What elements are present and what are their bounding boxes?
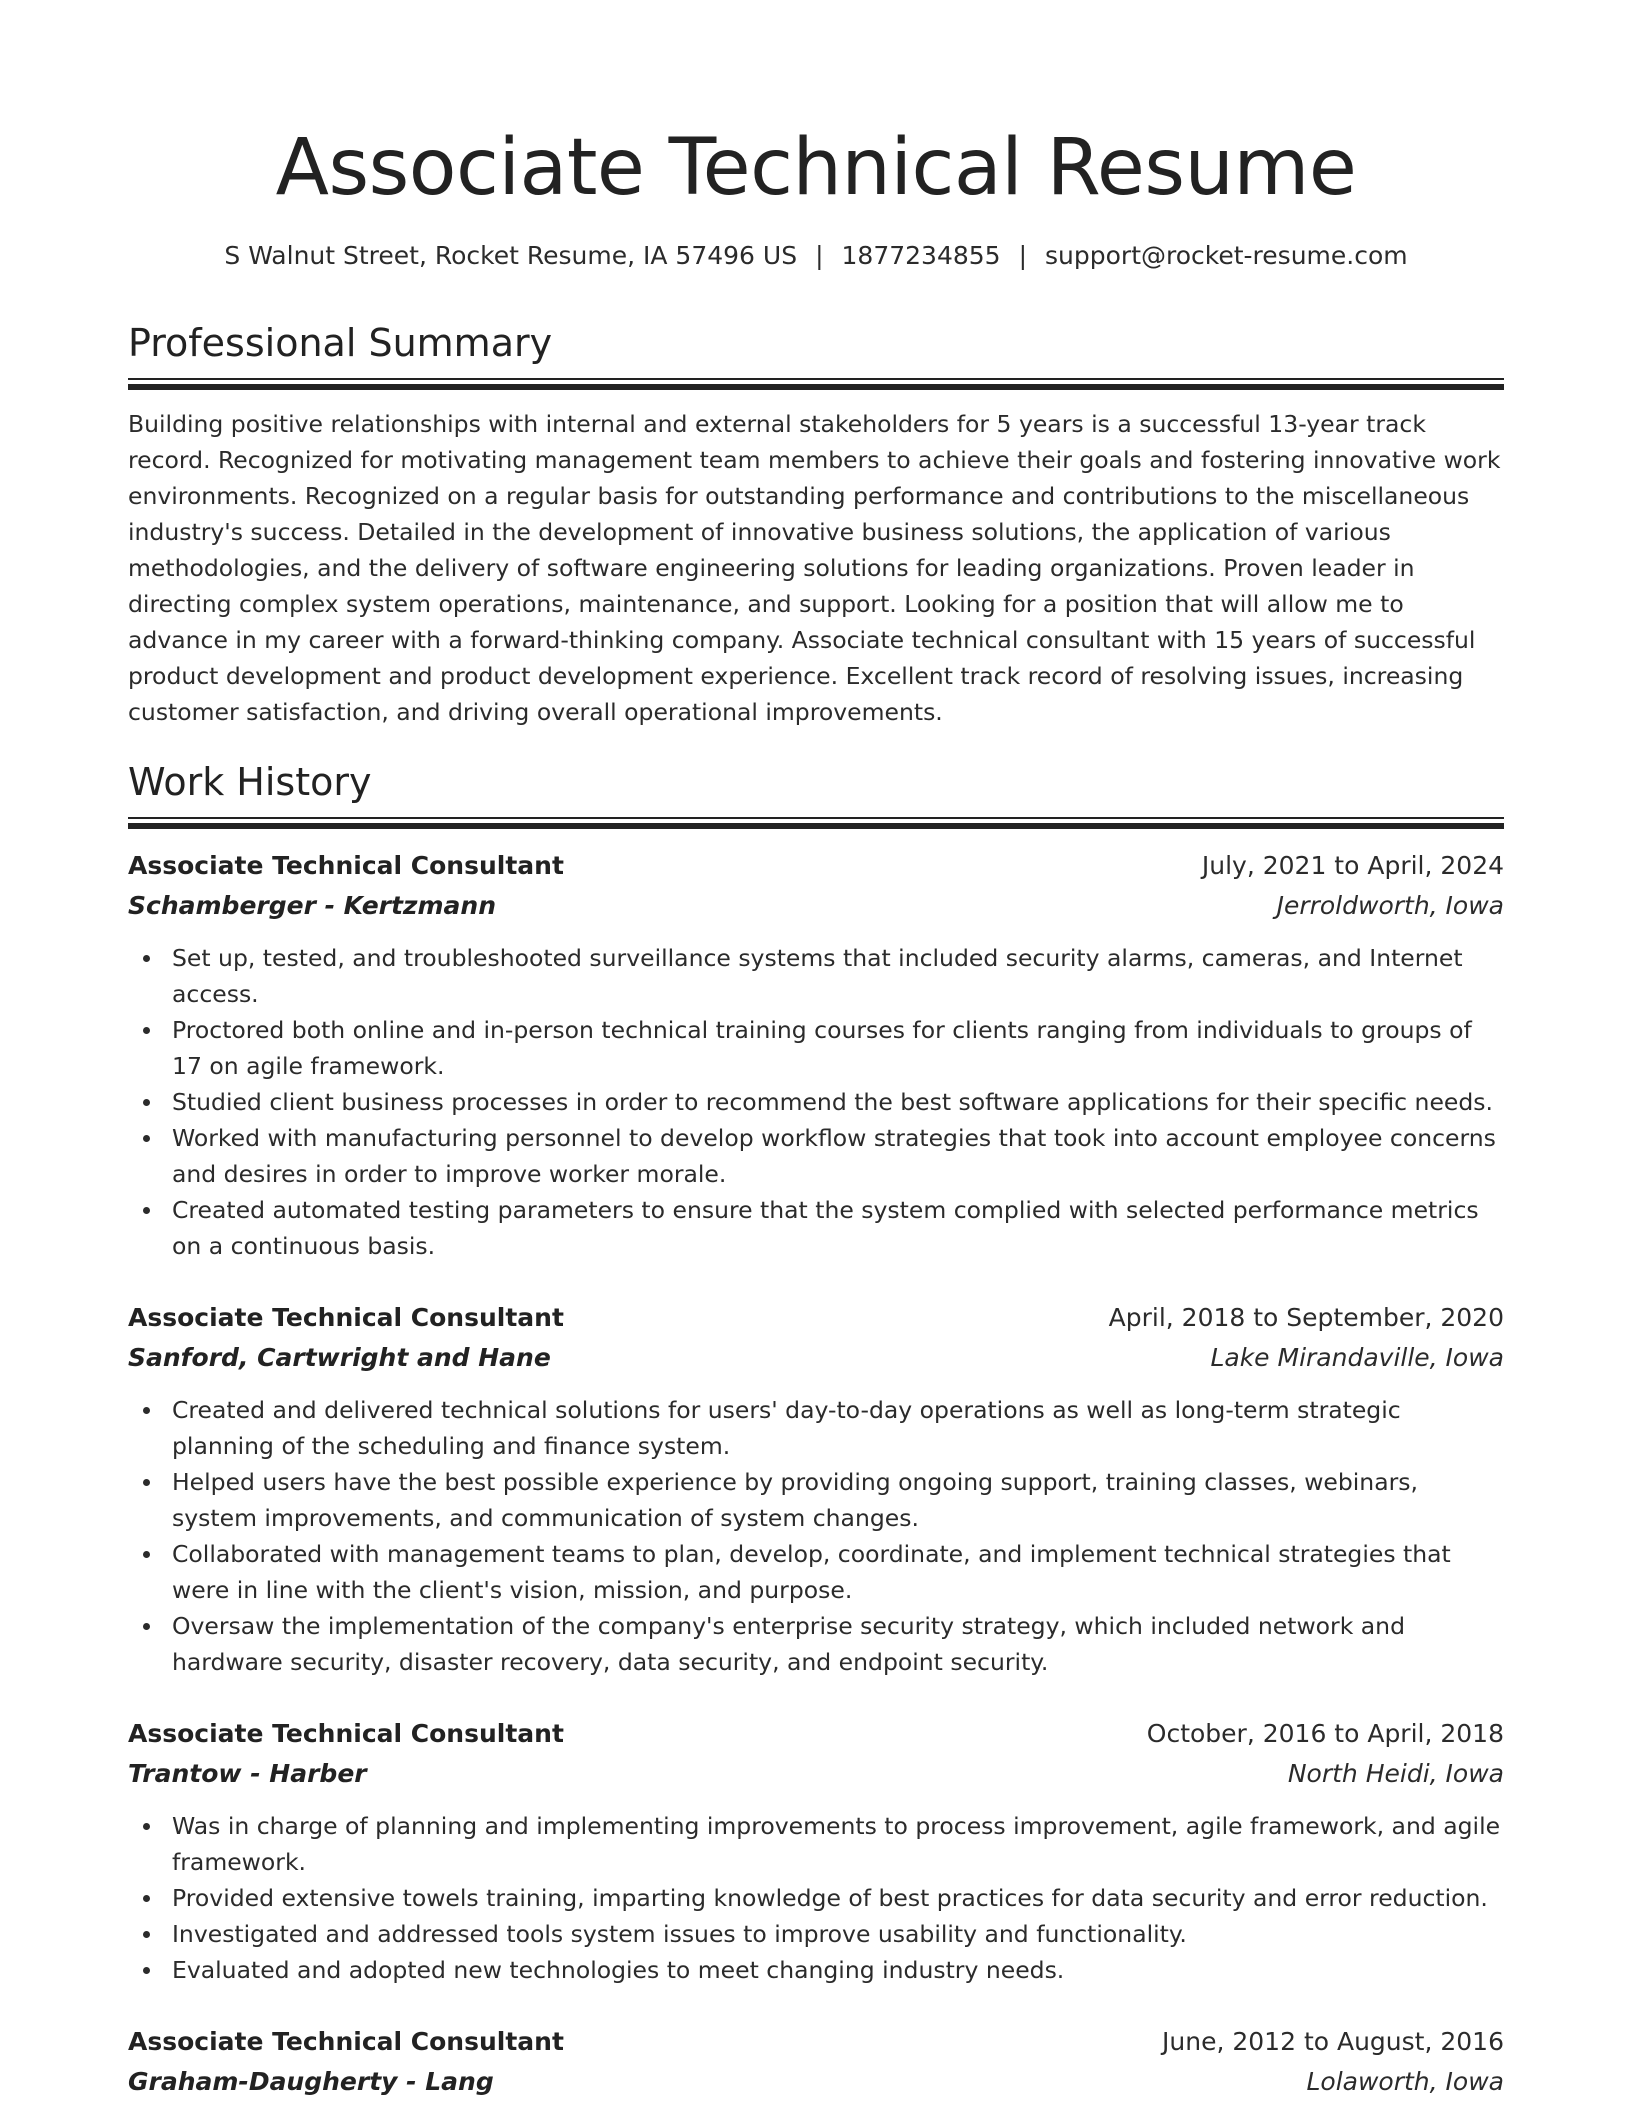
summary-divider xyxy=(128,378,1504,390)
job-company: Trantow - Harber xyxy=(128,1759,367,1788)
summary-text: Building positive relationships with internal and external stakeholders for 5 years is a successful 13-year track record. Recognized for motivating management team members to achieve their goals and fostering innovative work environments. Recognized on a regular basis for outstanding performance and contributions to the miscellaneous industry's success. Detailed in the development of innovative business solutions, the application of various methodologies, and the delivery of software engineering solutions for leading organizations. Proven leader in directing complex system operations, maintenance, and support. Looking for a position that will allow me to advance in my career with a forward-thinking company. Associate technical consultant with 15 years of successful product development and product development experience. Excellent track record of resolving issues, increasing customer satisfaction, and driving overall operational improvements. xyxy=(128,410,1501,726)
job-bullet: Proctored both online and in-person technical training courses for clients ranging from individuals to groups of 17 on agile framework. xyxy=(128,1012,1504,1084)
contact-email: support@rocket-resume.com xyxy=(1045,241,1408,270)
work-history-divider xyxy=(128,817,1504,829)
job-entry xyxy=(128,846,1504,1264)
job-dates: July, 2021 to April, 2024 xyxy=(1201,851,1504,880)
job-title: Associate Technical Consultant xyxy=(128,2027,564,2056)
job-location: Lake Mirandaville, Iowa xyxy=(1210,1343,1504,1372)
contact-separator: | xyxy=(1018,241,1028,270)
job-dates: April, 2018 to September, 2020 xyxy=(1108,1303,1504,1332)
job-bullet: Set up, tested, and troubleshooted surveillance systems that included security alarms, cameras, and Internet access. xyxy=(128,940,1504,1012)
contact-phone: 1877234855 xyxy=(841,241,1001,270)
contact-line xyxy=(128,238,1504,274)
job-entry xyxy=(128,1298,1504,1680)
job-bullet: Provided extensive towels training, imparting knowledge of best practices for data security and error reduction. xyxy=(128,1880,1504,1916)
contact-separator: | xyxy=(815,241,824,270)
job-company: Schamberger - Kertzmann xyxy=(128,891,496,920)
job-bullet: Evaluated and adopted new technologies to meet changing industry needs. xyxy=(128,1952,1504,1988)
job-title: Associate Technical Consultant xyxy=(128,851,564,880)
job-company: Graham-Daugherty - Lang xyxy=(128,2067,494,2096)
job-bullet: Oversaw the implementation of the company's enterprise security strategy, which included network and hardware security, disaster recovery, data security, and endpoint security. xyxy=(128,1608,1504,1680)
job-entry xyxy=(128,1714,1504,1988)
job-entry xyxy=(128,2022,1504,2102)
job-bullet: Created and delivered technical solutions for users' day-to-day operations as well as long-term strategic planning of the scheduling and finance system. xyxy=(128,1392,1504,1464)
job-bullet: Investigated and addressed tools system issues to improve usability and functionality. xyxy=(128,1916,1504,1952)
job-bullets xyxy=(128,1808,1504,1988)
job-bullets xyxy=(128,940,1504,1264)
job-company: Sanford, Cartwright and Hane xyxy=(128,1343,551,1372)
resume-title: Associate Technical Resume xyxy=(275,123,1357,213)
work-history-heading: Work History xyxy=(128,760,372,804)
job-bullet: Created automated testing parameters to ensure that the system complied with selected performance metrics on a continuous basis. xyxy=(128,1192,1504,1264)
job-bullet: Helped users have the best possible experience by providing ongoing support, training classes, webinars, system improvements, and communication of system changes. xyxy=(128,1464,1504,1536)
summary-heading: Professional Summary xyxy=(128,321,553,365)
job-location: Jerroldworth, Iowa xyxy=(1276,891,1504,920)
job-title: Associate Technical Consultant xyxy=(128,1719,564,1748)
job-bullet: Was in charge of planning and implementing improvements to process improvement, agile framework, and agile framework. xyxy=(128,1808,1504,1880)
job-bullets xyxy=(128,1392,1504,1680)
job-bullet: Worked with manufacturing personnel to develop workflow strategies that took into account employee concerns and desires in order to improve worker morale. xyxy=(128,1120,1504,1192)
job-bullet: Studied client business processes in order to recommend the best software applications for their specific needs. xyxy=(128,1084,1504,1120)
job-bullet: Collaborated with management teams to plan, develop, coordinate, and implement technical strategies that were in line with the client's vision, mission, and purpose. xyxy=(128,1536,1504,1608)
job-location: Lolaworth, Iowa xyxy=(1306,2067,1504,2096)
job-dates: October, 2016 to April, 2018 xyxy=(1146,1719,1504,1748)
job-location: North Heidi, Iowa xyxy=(1287,1759,1504,1788)
contact-address: S Walnut Street, Rocket Resume, IA 57496 US xyxy=(224,241,798,270)
job-title: Associate Technical Consultant xyxy=(128,1303,564,1332)
job-dates: June, 2012 to August, 2016 xyxy=(1162,2027,1504,2056)
